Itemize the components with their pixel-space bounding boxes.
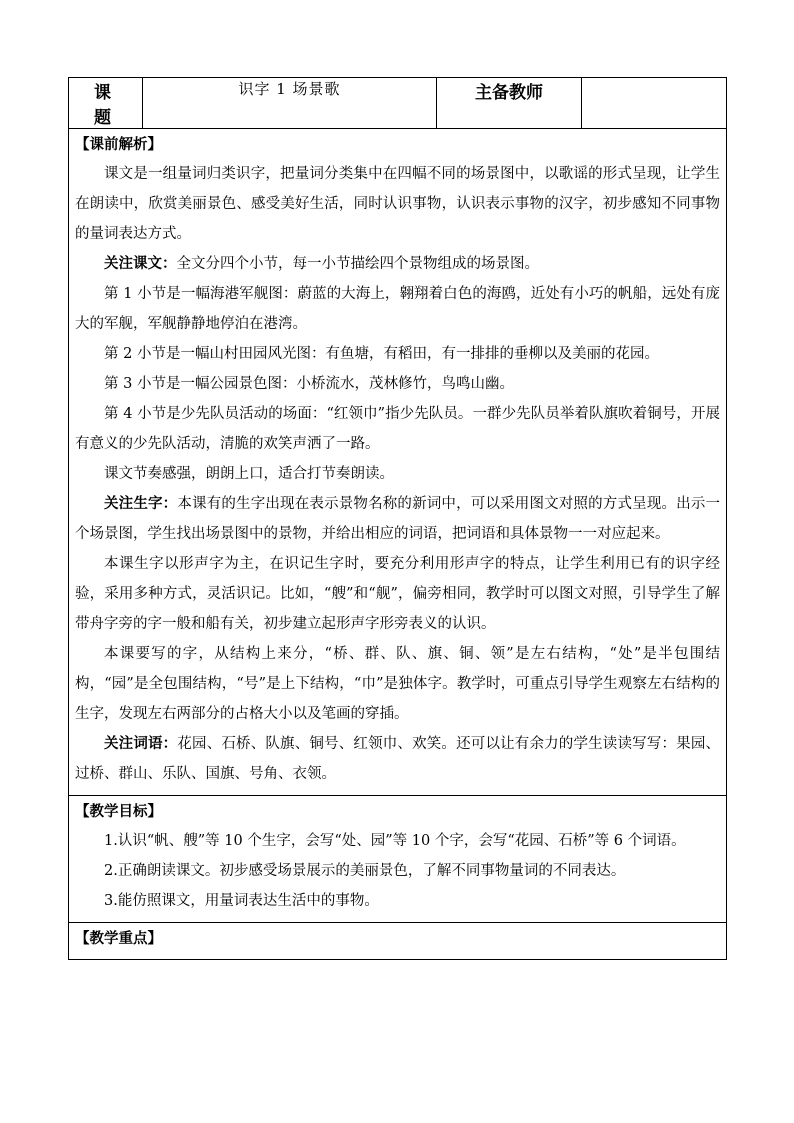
focus-words-body: 花园、石桥、队旗、铜号、红领巾、欢笑。还可以让有余力的学生读读写写：果园、过桥、群山、乐队、国旗、号角、衣领。	[75, 736, 721, 782]
objective-item: 1.认识“帆、艘”等 10 个生字，会写“处、园”等 10 个字，会写“花园、石桥”等 6 个词语。	[104, 833, 686, 849]
header-row	[69, 78, 727, 129]
lesson-plan-document	[68, 77, 726, 960]
topic-label: 课 题	[69, 78, 143, 129]
objectives-row	[69, 796, 727, 923]
analysis-paragraph: 第 1 小节是一幅海港军舰图：蔚蓝的大海上，翱翔着白色的海鸥，近处有小巧的帆船，远处有庞大的军舰，军舰静静地停泊在港湾。	[75, 286, 720, 332]
objectives-section	[69, 796, 727, 923]
key-points-title: 【教学重点】	[75, 930, 162, 947]
key-points-row	[69, 923, 727, 960]
teacher-label: 主备教师	[437, 78, 582, 129]
topic-value: 识字 1 场景歌	[143, 78, 437, 129]
objectives-title: 【教学目标】	[75, 803, 162, 820]
analysis-paragraph: 课文是一组量词归类识字，把量词分类集中在四幅不同的场景图中，以歌谣的形式呈现，让学生在朗读中，欣赏美丽景色、感受美好生活，同时认识事物，认识表示事物的汉字，初步感知不同事物的量词表达方式。	[75, 166, 720, 242]
focus-characters-body: 本课有的生字出现在表示景物名称的新词中，可以采用图文对照的方式呈现。出示一个场景图，学生找出场景图中的景物，并给出相应的词语，把词语和具体景物一一对应起来。	[75, 496, 721, 542]
analysis-paragraph: 第 2 小节是一幅山村田园风光图：有鱼塘，有稻田，有一排排的垂柳以及美丽的花园。	[104, 346, 659, 362]
key-points-section	[69, 923, 727, 960]
analysis-paragraph: 第 4 小节是少先队员活动的场面：“红领巾”指少先队员。一群少先队员举着队旗吹着铜号，开展有意义的少先队活动，清脆的欢笑声洒了一路。	[75, 406, 720, 452]
analysis-row	[69, 129, 727, 796]
teacher-value	[582, 78, 727, 129]
analysis-paragraph	[75, 729, 720, 789]
focus-text-body: 全文分四个小节，每一小节描绘四个景物组成的场景图。	[176, 256, 539, 272]
objective-item: 3.能仿照课文，用量词表达生活中的事物。	[104, 893, 379, 909]
analysis-section	[69, 129, 727, 796]
focus-text-label: 关注课文：	[104, 255, 177, 272]
focus-characters-label: 关注生字：	[104, 495, 178, 512]
analysis-paragraph: 本课生字以形声字为主，在识记生字时，要充分利用形声字的特点，让学生利用已有的识字经验，采用多种方式，灵活识记。比如，“艘”和“舰”，偏旁相同，教学时可以图文对照，引导学生了解带舟字旁的字一般和船有关，初步建立起形声字形旁表义的认识。	[75, 556, 720, 632]
analysis-paragraph: 本课要写的字，从结构上来分，“桥、群、队、旗、铜、领”是左右结构，“处”是半包围结构，“园”是全包围结构，“号”是上下结构，“巾”是独体字。教学时，可重点引导学生观察左右结构的生字，发现左右两部分的占格大小以及笔画的穿插。	[75, 646, 720, 722]
focus-words-label: 关注词语：	[104, 735, 178, 752]
analysis-paragraph	[75, 489, 720, 549]
analysis-paragraph	[75, 249, 720, 279]
objective-item: 2.正确朗读课文。初步感受场景展示的美丽景色，了解不同事物量词的不同表达。	[104, 863, 626, 879]
analysis-paragraph: 第 3 小节是一幅公园景色图：小桥流水，茂林修竹，鸟鸣山幽。	[104, 376, 514, 392]
analysis-paragraph: 课文节奏感强，朗朗上口，适合打节奏朗读。	[104, 466, 394, 482]
lesson-plan-table	[68, 77, 727, 960]
analysis-title: 【课前解析】	[75, 136, 162, 153]
